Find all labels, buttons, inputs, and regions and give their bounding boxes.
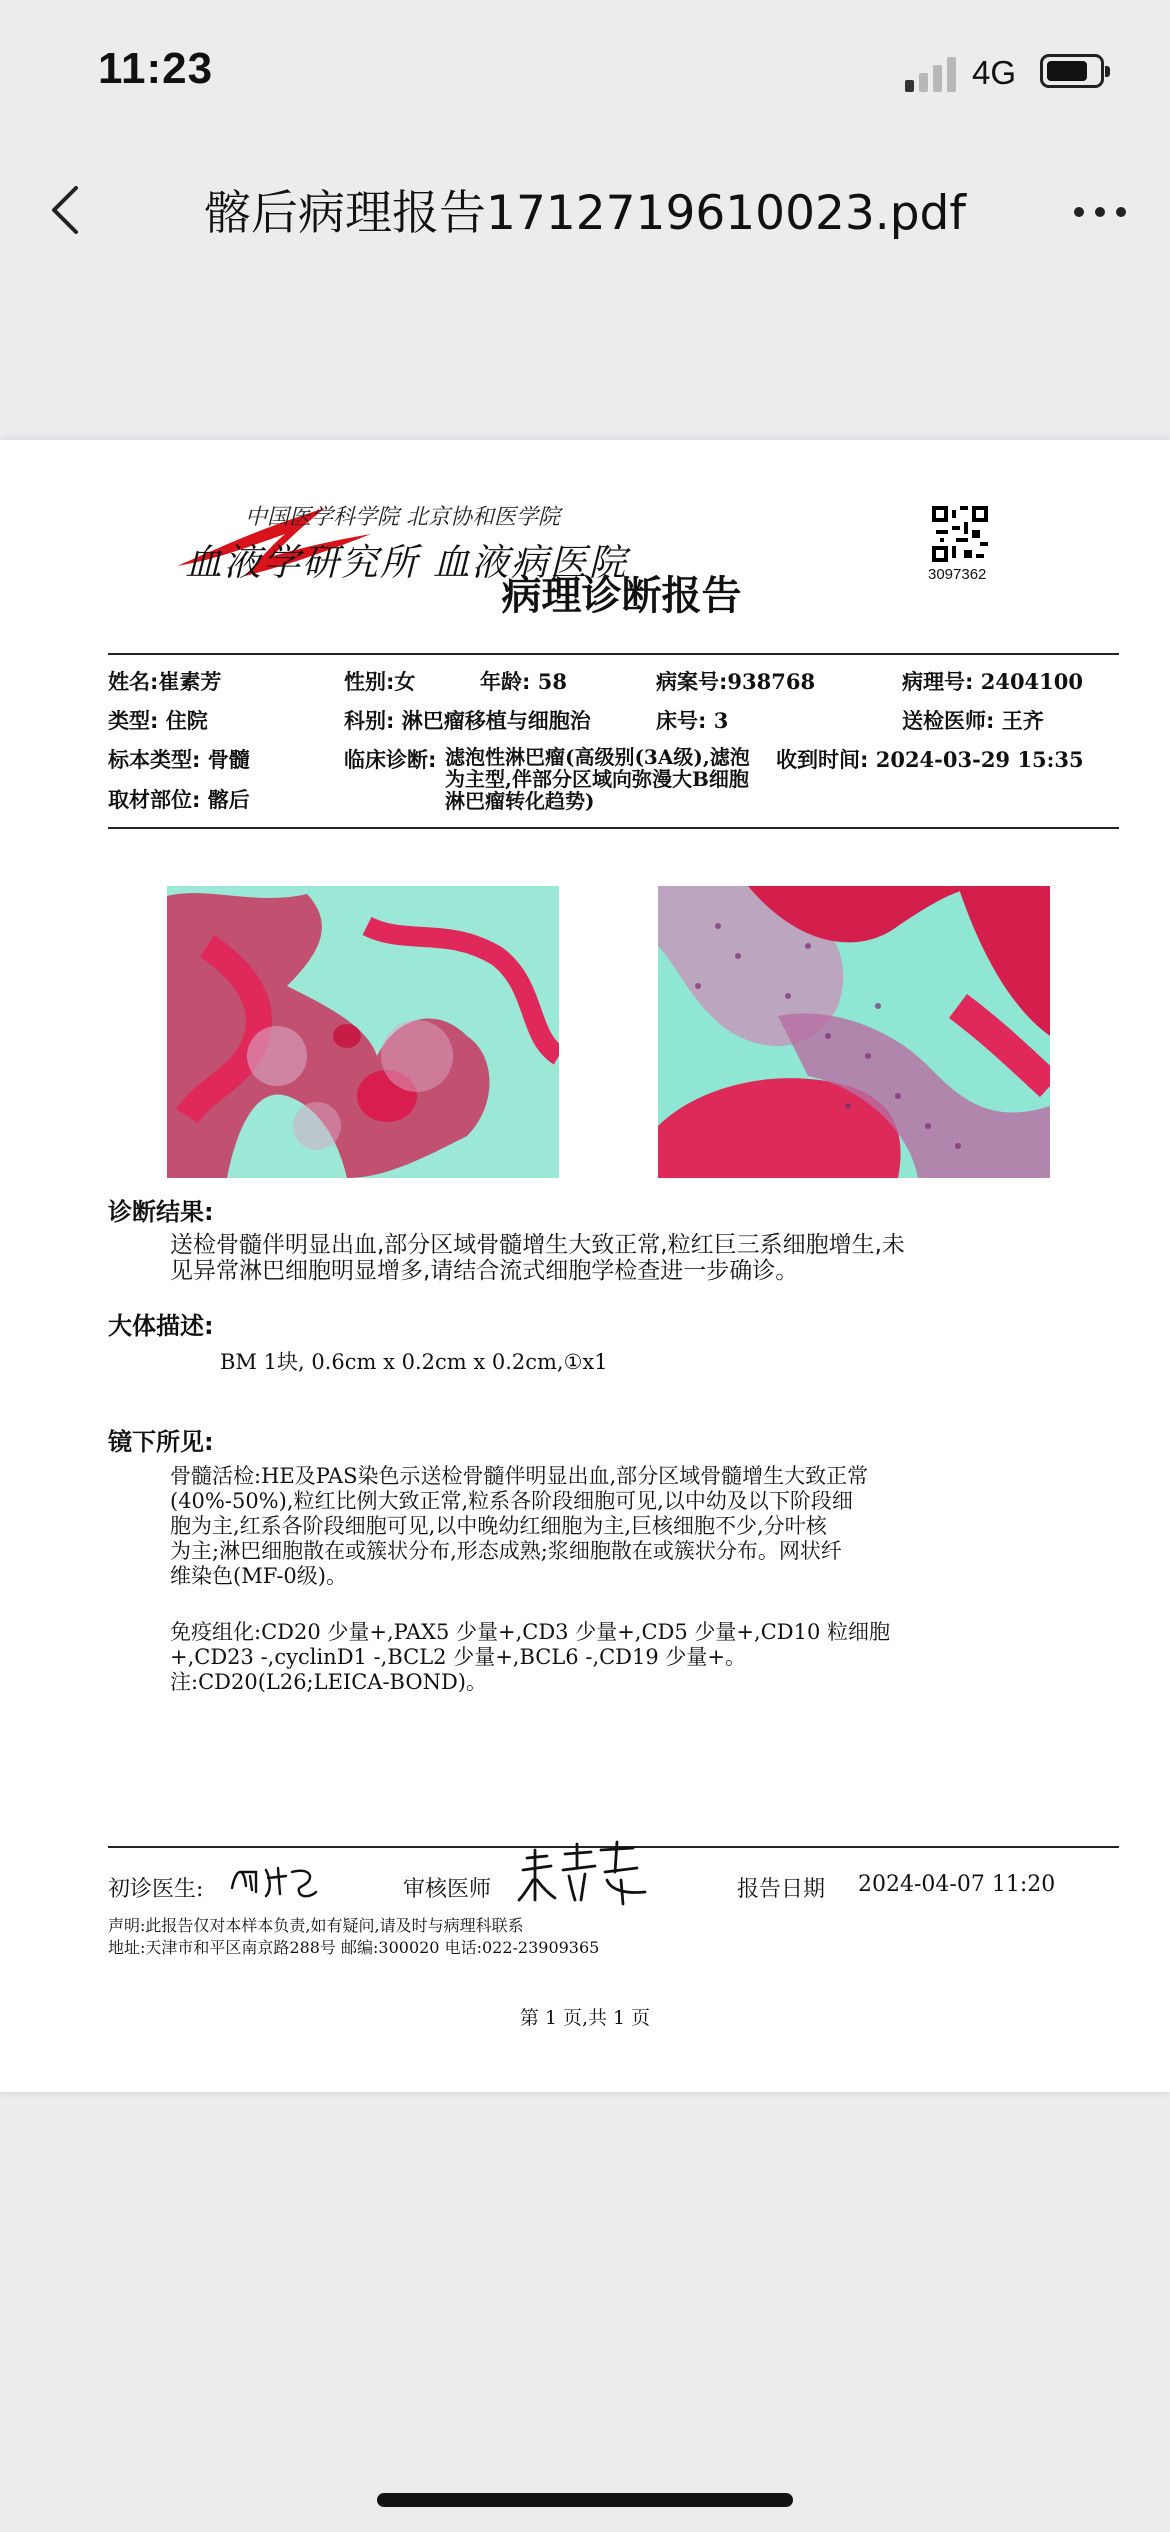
pathology-number: 病理号: 2404100 bbox=[902, 669, 1084, 694]
micrograph-low-power bbox=[167, 886, 559, 1178]
clinical-diagnosis: 滤泡性淋巴瘤(高级别(3A级),滤泡为主型,伴部分区域向弥漫大B细胞淋巴瘤转化趋势) bbox=[445, 745, 750, 813]
microscopic-line-3: 胞为主,红系各阶段细胞可见,以中晚幼红细胞为主,巨核细胞不少,分叶核 bbox=[170, 1514, 827, 1538]
report-date: 2024-04-07 11:20 bbox=[858, 1872, 1056, 1897]
back-button[interactable] bbox=[40, 180, 100, 240]
status-time: 11:23 bbox=[98, 44, 214, 93]
patient-name: 姓名:崔素芳 bbox=[108, 669, 222, 694]
ihc-line-2: +,CD23 -,cyclinD1 -,BCL2 少量+,BCL6 -,CD19 少量+。 bbox=[170, 1645, 747, 1669]
document-title: 髂后病理报告1712719610023.pdf bbox=[204, 186, 966, 241]
initial-doctor-signature bbox=[226, 1858, 326, 1902]
header-divider bbox=[108, 653, 1119, 655]
diagnosis-line-1: 送检骨髓伴明显出血,部分区域骨髓增生大致正常,粒红巨三系细胞增生,未 bbox=[170, 1232, 905, 1258]
pdf-page bbox=[0, 440, 1170, 2092]
page-number: 第 1 页,共 1 页 bbox=[519, 2007, 651, 2029]
battery-icon bbox=[1040, 54, 1104, 88]
address: 地址:天津市和平区南京路288号 邮编:300020 电话:022-23909365 bbox=[108, 1938, 600, 1957]
patient-age: 年龄: 58 bbox=[480, 669, 567, 694]
microscopic-line-5: 维染色(MF-0级)。 bbox=[170, 1564, 347, 1588]
clinical-diagnosis-label: 临床诊断: bbox=[344, 748, 437, 772]
microscopic-line-1: 骨髓活检:HE及PAS染色示送检骨髓伴明显出血,部分区域骨髓增生大致正常 bbox=[170, 1464, 869, 1488]
received-time: 收到时间: 2024-03-29 15:35 bbox=[776, 747, 1084, 772]
diagnosis-heading: 诊断结果: bbox=[108, 1198, 214, 1226]
ihc-line-1: 免疫组化:CD20 少量+,PAX5 少量+,CD3 少量+,CD5 少量+,CD10 粒细胞 bbox=[170, 1620, 890, 1644]
hospital-subtitle: 中国医学科学院 北京协和医学院 bbox=[245, 505, 560, 530]
sampling-site: 取材部位: 髂后 bbox=[108, 787, 250, 812]
report-date-label: 报告日期 bbox=[737, 1877, 826, 1902]
home-indicator[interactable] bbox=[377, 2493, 793, 2507]
info-divider bbox=[108, 827, 1119, 829]
department: 科别: 淋巴瘤移植与细胞治 bbox=[344, 708, 591, 733]
hospital-name: 血液学研究所 血液病医院 bbox=[185, 541, 628, 584]
more-icon bbox=[1074, 207, 1084, 217]
report-title: 病理诊断报告 bbox=[501, 573, 742, 619]
microscopic-heading: 镜下所见: bbox=[108, 1428, 214, 1456]
reviewer-label: 审核医师 bbox=[403, 1877, 492, 1902]
nav-bar bbox=[0, 150, 1170, 270]
ihc-line-3: 注:CD20(L26;LEICA-BOND)。 bbox=[170, 1670, 487, 1694]
referring-doctor: 送检医师: 王齐 bbox=[902, 708, 1044, 733]
microscopic-line-4: 为主;淋巴细胞散在或簇状分布,形态成熟;浆细胞散在或簇状分布。网状纤 bbox=[170, 1539, 842, 1563]
diagnosis-line-2: 见异常淋巴细胞明显增多,请结合流式细胞学检查进一步确诊。 bbox=[170, 1258, 799, 1284]
network-type: 4G bbox=[972, 54, 1017, 91]
gross-heading: 大体描述: bbox=[108, 1312, 214, 1340]
more-options-button[interactable] bbox=[1070, 202, 1130, 222]
micrograph-high-power bbox=[658, 886, 1050, 1178]
bed-number: 床号: 3 bbox=[656, 708, 729, 733]
specimen-type: 标本类型: 骨髓 bbox=[108, 747, 250, 772]
case-number: 病案号:938768 bbox=[656, 669, 816, 694]
initial-doctor-label: 初诊医生: bbox=[108, 1877, 204, 1902]
gross-description: BM 1块, 0.6cm x 0.2cm x 0.2cm,①x1 bbox=[220, 1350, 608, 1374]
patient-sex: 性别:女 bbox=[344, 669, 416, 694]
qr-number: 3097362 bbox=[928, 566, 987, 583]
reviewer-signature bbox=[515, 1840, 655, 1910]
qr-code-icon bbox=[932, 506, 988, 562]
patient-type: 类型: 住院 bbox=[108, 708, 208, 733]
signal-strength-icon bbox=[905, 56, 959, 92]
microscopic-line-2: (40%-50%),粒红比例大致正常,粒系各阶段细胞可见,以中幼及以下阶段细 bbox=[170, 1489, 853, 1513]
disclaimer: 声明:此报告仅对本样本负责,如有疑问,请及时与病理科联系 bbox=[108, 1916, 524, 1935]
chevron-left-icon bbox=[40, 180, 100, 240]
status-bar bbox=[0, 0, 1170, 150]
